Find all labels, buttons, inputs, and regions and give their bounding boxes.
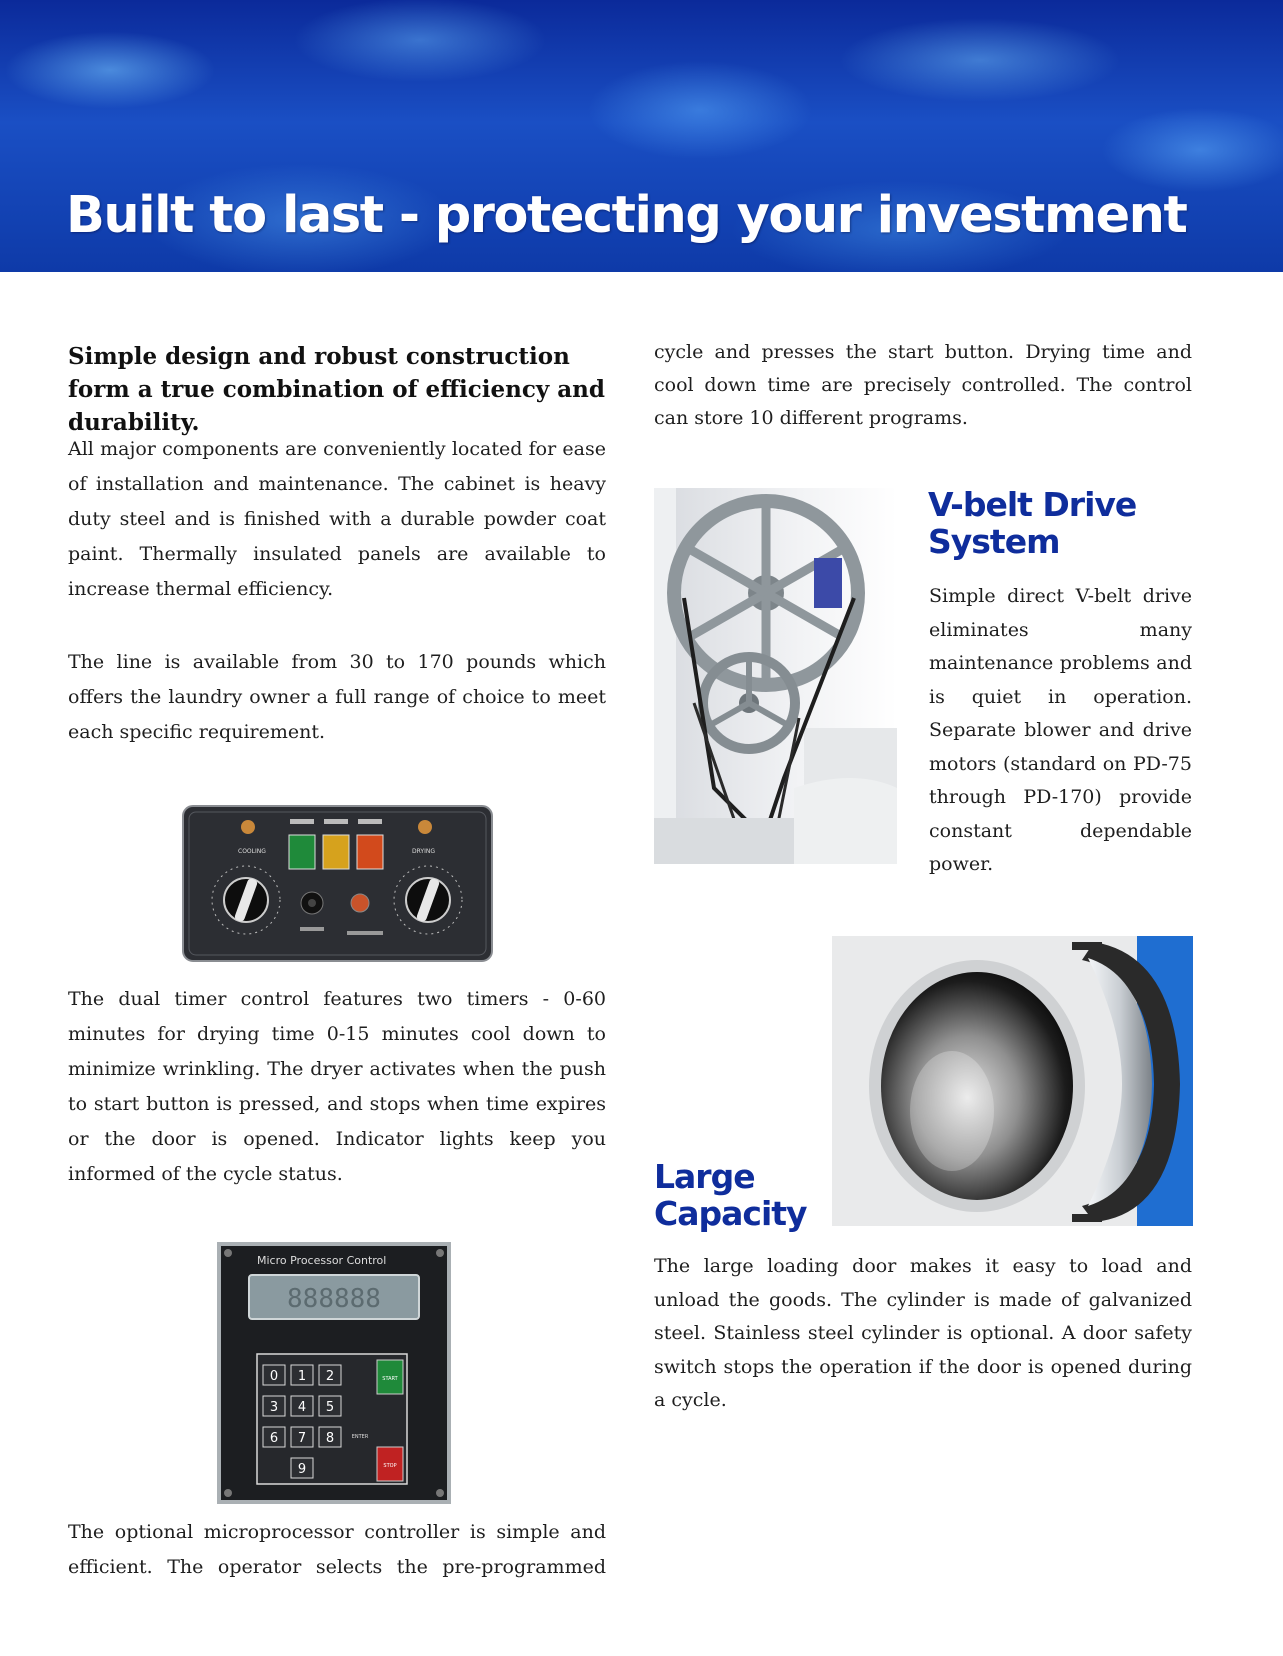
key-9: 9 (297, 1462, 307, 1477)
vbelt-heading-line2: System (928, 522, 1060, 561)
capacity-heading-line2: Capacity (654, 1194, 807, 1233)
drying-label: DRYING (412, 848, 435, 855)
microprocessor-continued-paragraph: cycle and presses the start button. Drying time and cool down time are precisely controlled. The control can store 10 different programs. (654, 341, 1192, 429)
cooling-label: COOLING (238, 848, 266, 855)
vbelt-heading-line1: V-belt Drive (928, 485, 1137, 524)
dual-timer-control-photo (182, 805, 493, 962)
key-8: 8 (325, 1431, 335, 1446)
key-5: 5 (325, 1400, 335, 1415)
intro-paragraph: All major components are conveniently located for ease of installation and maintenance. The cabinet is heavy duty steel and is finished with a durable powder coat paint. Thermally insulated panels are available to increase thermal efficiency. (68, 438, 606, 600)
key-4: 4 (297, 1400, 307, 1415)
micro-brand-label: Micro Processor Control (257, 1254, 387, 1267)
large-capacity-door-photo (832, 936, 1193, 1226)
key-7: 7 (297, 1431, 307, 1446)
capacity-heading-line1: Large (654, 1157, 755, 1196)
header-banner (0, 0, 1283, 272)
page-title: Built to last - protecting your investment (66, 186, 1187, 245)
enter-key-label: ENTER (351, 1434, 369, 1440)
micro-display: 888888 (287, 1284, 381, 1314)
capacity-paragraph: The large loading door makes it easy to load and unload the goods. The cylinder is made of galvanized steel. Stainless steel cylinder is optional. A door safety switch stops the operation if the door is opened during a cycle. (654, 1255, 1192, 1411)
range-paragraph: The line is available from 30 to 170 pounds which offers the laundry owner a full range of choice to meet each specific requirement. (68, 651, 606, 743)
stop-key-label: STOP (383, 1463, 397, 1469)
key-6: 6 (269, 1431, 279, 1446)
vbelt-drive-photo (654, 488, 897, 864)
microprocessor-control-photo (217, 1242, 451, 1504)
dual-timer-paragraph: The dual timer control features two timers - 0-60 minutes for drying time 0-15 minutes cool down to minimize wrinkling. The dryer activates when the push to start button is pressed, and stops when time expires or the door is opened. Indicator lights keep you informed of the cycle status. (68, 988, 606, 1185)
key-3: 3 (269, 1400, 279, 1415)
key-2: 2 (325, 1369, 335, 1384)
key-0: 0 (269, 1369, 279, 1384)
start-key-label: START (382, 1376, 398, 1382)
vbelt-paragraph: Simple direct V-belt drive eliminates many maintenance problems and is quiet in operation. Separate blower and drive motors (standard on PD-75 through PD-170) provide constant dependable power. (929, 585, 1192, 875)
key-1: 1 (297, 1369, 307, 1384)
lead-statement: Simple design and robust construction form a true combination of efficiency and durability. (68, 343, 605, 436)
microprocessor-paragraph: The optional microprocessor controller is simple and efficient. The operator selects the pre-programmed (68, 1521, 606, 1578)
